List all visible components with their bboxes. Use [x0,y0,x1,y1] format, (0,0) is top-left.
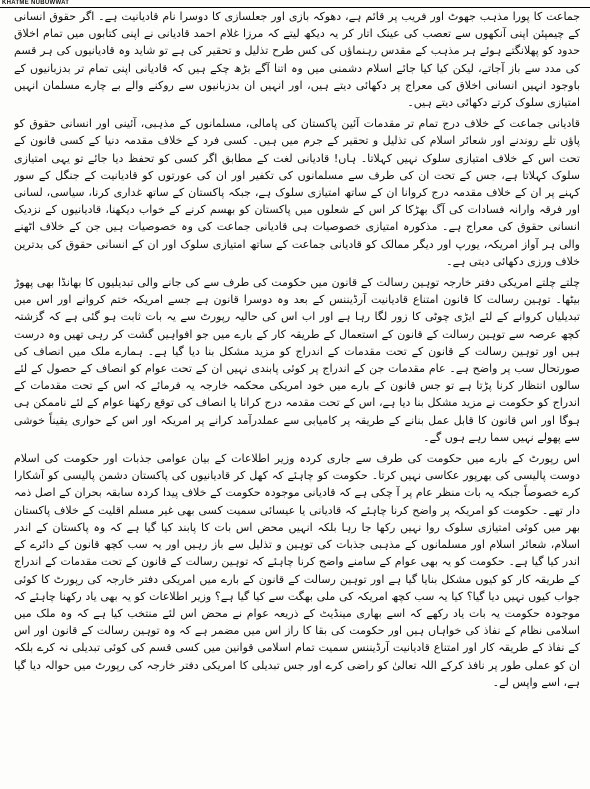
article-paragraph-2: قادیانی جماعت کے خلاف درج تمام تر مقدمات آئین پاکستان کی پامالی، مسلمانوں کے مذہبی، آئینی اور انسانی حقوق کو پاؤں تلے روندنے اور شعائر اسلام کی تذلیل و تحقیر کے جرم میں ہیں۔ کسی فرد کے خلاف مقدمہ دنیا کے کسی قانون کے تحت اس کے خلاف امتیازی سلوک نہیں کہلاتا۔ ہاں! قادیانی لغت کے مطابق اگر کسی کو تحفظ دیا جائے تو یہی امتیازی سلوک کہلاتا ہے، جس کے تحت ان کی طرف سے مسلمانوں کی تکفیر اور ان کی عورتوں کو قادیانیت کے جنگل کے سور کہنے پر ان کے خلاف مقدمہ درج کروانا ان کے ساتھ امتیازی سلوک ہے، جبکہ پاکستان کے ساتھ غداری کرنا، سیاسی، لسانی اور فرقہ وارانہ فسادات کی آگ بھڑکا کر اس کے شعلوں میں پاکستان کو بھسم کرنے کے خواب دیکھنا، قادیانیوں کے نزدیک انسانی حقوق کی معراج ہے۔ مذکورہ امتیازی خصوصیات ہی قادیانی جماعت کی وہ خصوصیات ہیں جن کے خلاف اٹھنے والی ہر آواز امریکہ، یورپ اور دیگر ممالک کو قادیانی جماعت کے ساتھ امتیازی سلوک اور ان کے انسانی حقوق کی بدترین خلاف ورزی دکھائی دیتی ہے۔ [14,117,580,268]
article-paragraph-3: چلتے چلتے امریکی دفتر خارجہ توہین رسالت کے قانون میں حکومت کی طرف سے کی جانے والی تبدیلیوں کا بھانڈا بھی پھوڑ بیٹھا۔ توہین رسالت کا قانون امتناع قادیانیت آرڈیننس کے بعد وہ دوسرا قانون ہے جسے امریکہ ختم کروانے اور اس میں تبدیلیاں کروانے کے لئے ایڑی چوٹی کا زور لگا رہا ہے اور اب اس کی حالیہ رپورٹ سے یہ بات ثابت ہو گئی ہے کہ گزشتہ کچھ عرصہ سے توہین رسالت کے قانون کے استعمال کے طریقہ کار کے بارے میں جو افواہیں گشت کر رہی تھیں وہ درست ہیں اور توہین رسالت کے قانون کے تحت مقدمات کے اندراج کو مزید مشکل بنا دیا گیا ہے۔ ہمارے ملک میں انصاف کی صورتحال سب پر واضح ہے۔ عام مقدمات جن کے اندراج پر کوئی پابندی نہیں ان کے تحت عوام کو انصاف کے حصول کے لئے سالوں انتظار کرنا پڑتا ہے تو جس قانون کے بارے میں خود امریکی محکمہ خارجہ یہ فرمائے کہ اس کے تحت مقدمات کے اندراج کو حکومت نے مزید مشکل بنا دیا ہے، اس کے تحت مقدمہ درج کرانا یا انصاف کی توقع رکھنا عوام کے لئے ناممکن ہی ہوگا اور اس قانون کا قابل عمل بنانے کے طریقہ پر کامیابی سے عملدرآمد کرانے پر امریکہ اور اس کے حواری یقیناً خوشی سے پھولے نہیں سما رہے ہوں گے۔ [14,276,580,444]
article-paragraph-1: جماعت کا پورا مذہب جھوٹ اور فریب پر قائم ہے، دھوکہ بازی اور جعلسازی کا دوسرا نام قادیانیت ہے۔ اگر حقوق انسانی کے چیمپئن اپنی آنکھوں سے تعصب کی عینک اتار کر یہ دیکھ لیتے کہ مرزا غلام احمد قادیانی نے اپنی کتابوں میں تمام اخلاق حدود کو پھلانگتے ہوئے ہر مذہب کے مقدس رہنماؤں کی کس طرح تذلیل و تحقیر کی ہے تو شاید وہ قادیانیوں کی ہر قسم کی مدد سے باز آجاتے، لیکن کیا کیا جائے اسلام دشمنی میں وہ اتنا آگے بڑھ چکے ہیں کہ قادیانی اپنی تمام تر بدزبانیوں کے باوجود انہیں انسانی اخلاق کی معراج پر دکھائی دیتے ہیں، اور انہیں ان بدزبانیوں سے روکنے والے بے چارے مسلمان انہیں امتیازی سلوک کرتے دکھائی دیتے ہیں۔ [14,10,580,110]
article-paragraph-4: اس رپورٹ کے بارے میں حکومت کی طرف سے جاری کردہ وزیر اطلاعات کے بیان عوامی جذبات اور حکومت کی اسلام دوست پالیسی کی بھرپور عکاسی نہیں کرتا۔ حکومت کو چاہئے کہ کھل کر قادیانیوں کی پاکستان دشمن پالیسی کو آشکارا کرے خصوصاً جبکہ یہ بات منظر عام پر آ چکی ہے کہ قادیانی موجودہ حکومت کے خلاف پیدا کردہ سابقہ بحران کے اصل ذمہ دار تھے۔ حکومت کو امریکہ پر واضح کرنا چاہئے کہ قادیانی یا عیسائی سمیت کسی بھی غیر مسلم اقلیت کے خلاف پاکستان بھر میں کوئی امتیازی سلوک روا نہیں رکھا جا رہا بلکہ انہیں محض اس بات کا پابند کیا گیا ہے کہ وہ پاکستان کے اندر اسلام، شعائر اسلام اور مسلمانوں کے مذہبی جذبات کی توہین و تذلیل سے باز رہیں اور یہ سب کچھ قانون کے دائرے کے اندر کیا گیا ہے۔ حکومت کو یہ بھی عوام کے سامنے واضح کرنا چاہئے کہ توہین رسالت کے قانون کے تحت مقدمات کے اندراج کے طریقہ کار کو کیوں مشکل بنایا گیا ہے اور توہین رسالت کے قانون کے بارے میں امریکی دفتر خارجہ کی رپورٹ کا کوئی جواب کیوں نہیں دیا گیا؟ کیا یہ سب کچھ امریکہ کی ملی بھگت سے کیا گیا ہے؟ وزیر اطلاعات کو یہ بھی یاد رکھنا چاہئے کہ موجودہ حکومت یہ بات یاد رکھے کہ اسے بھاری مینڈیٹ کے ذریعہ عوام نے محض اس لئے منتخب کیا ہے کہ وہ ملک میں اسلامی نظام کے نفاذ کی خواہاں ہیں اور حکومت کی بقا کا راز اس میں مضمر ہے کہ وہ توہین رسالت کے قانون اور اس کے نفاذ کے طریقہ کار اور امتناع قادیانیت آرڈیننس سمیت تمام اسلامی قوانین میں کسی قسم کی کوئی تبدیلی نہ کرے بلکہ ان کو عملی طور پر نافذ کرکے اللہ تعالیٰ کو راضی کرے اور جس تبدیلی کا امریکی دفتر خارجہ کی رپورٹ میں حوالہ دیا گیا ہے، اسے واپس لے۔ [14,452,580,689]
article-body [14,8,580,784]
page-header-strip [0,0,590,8]
source-label: KHATME NUBUWWAT [2,0,70,6]
